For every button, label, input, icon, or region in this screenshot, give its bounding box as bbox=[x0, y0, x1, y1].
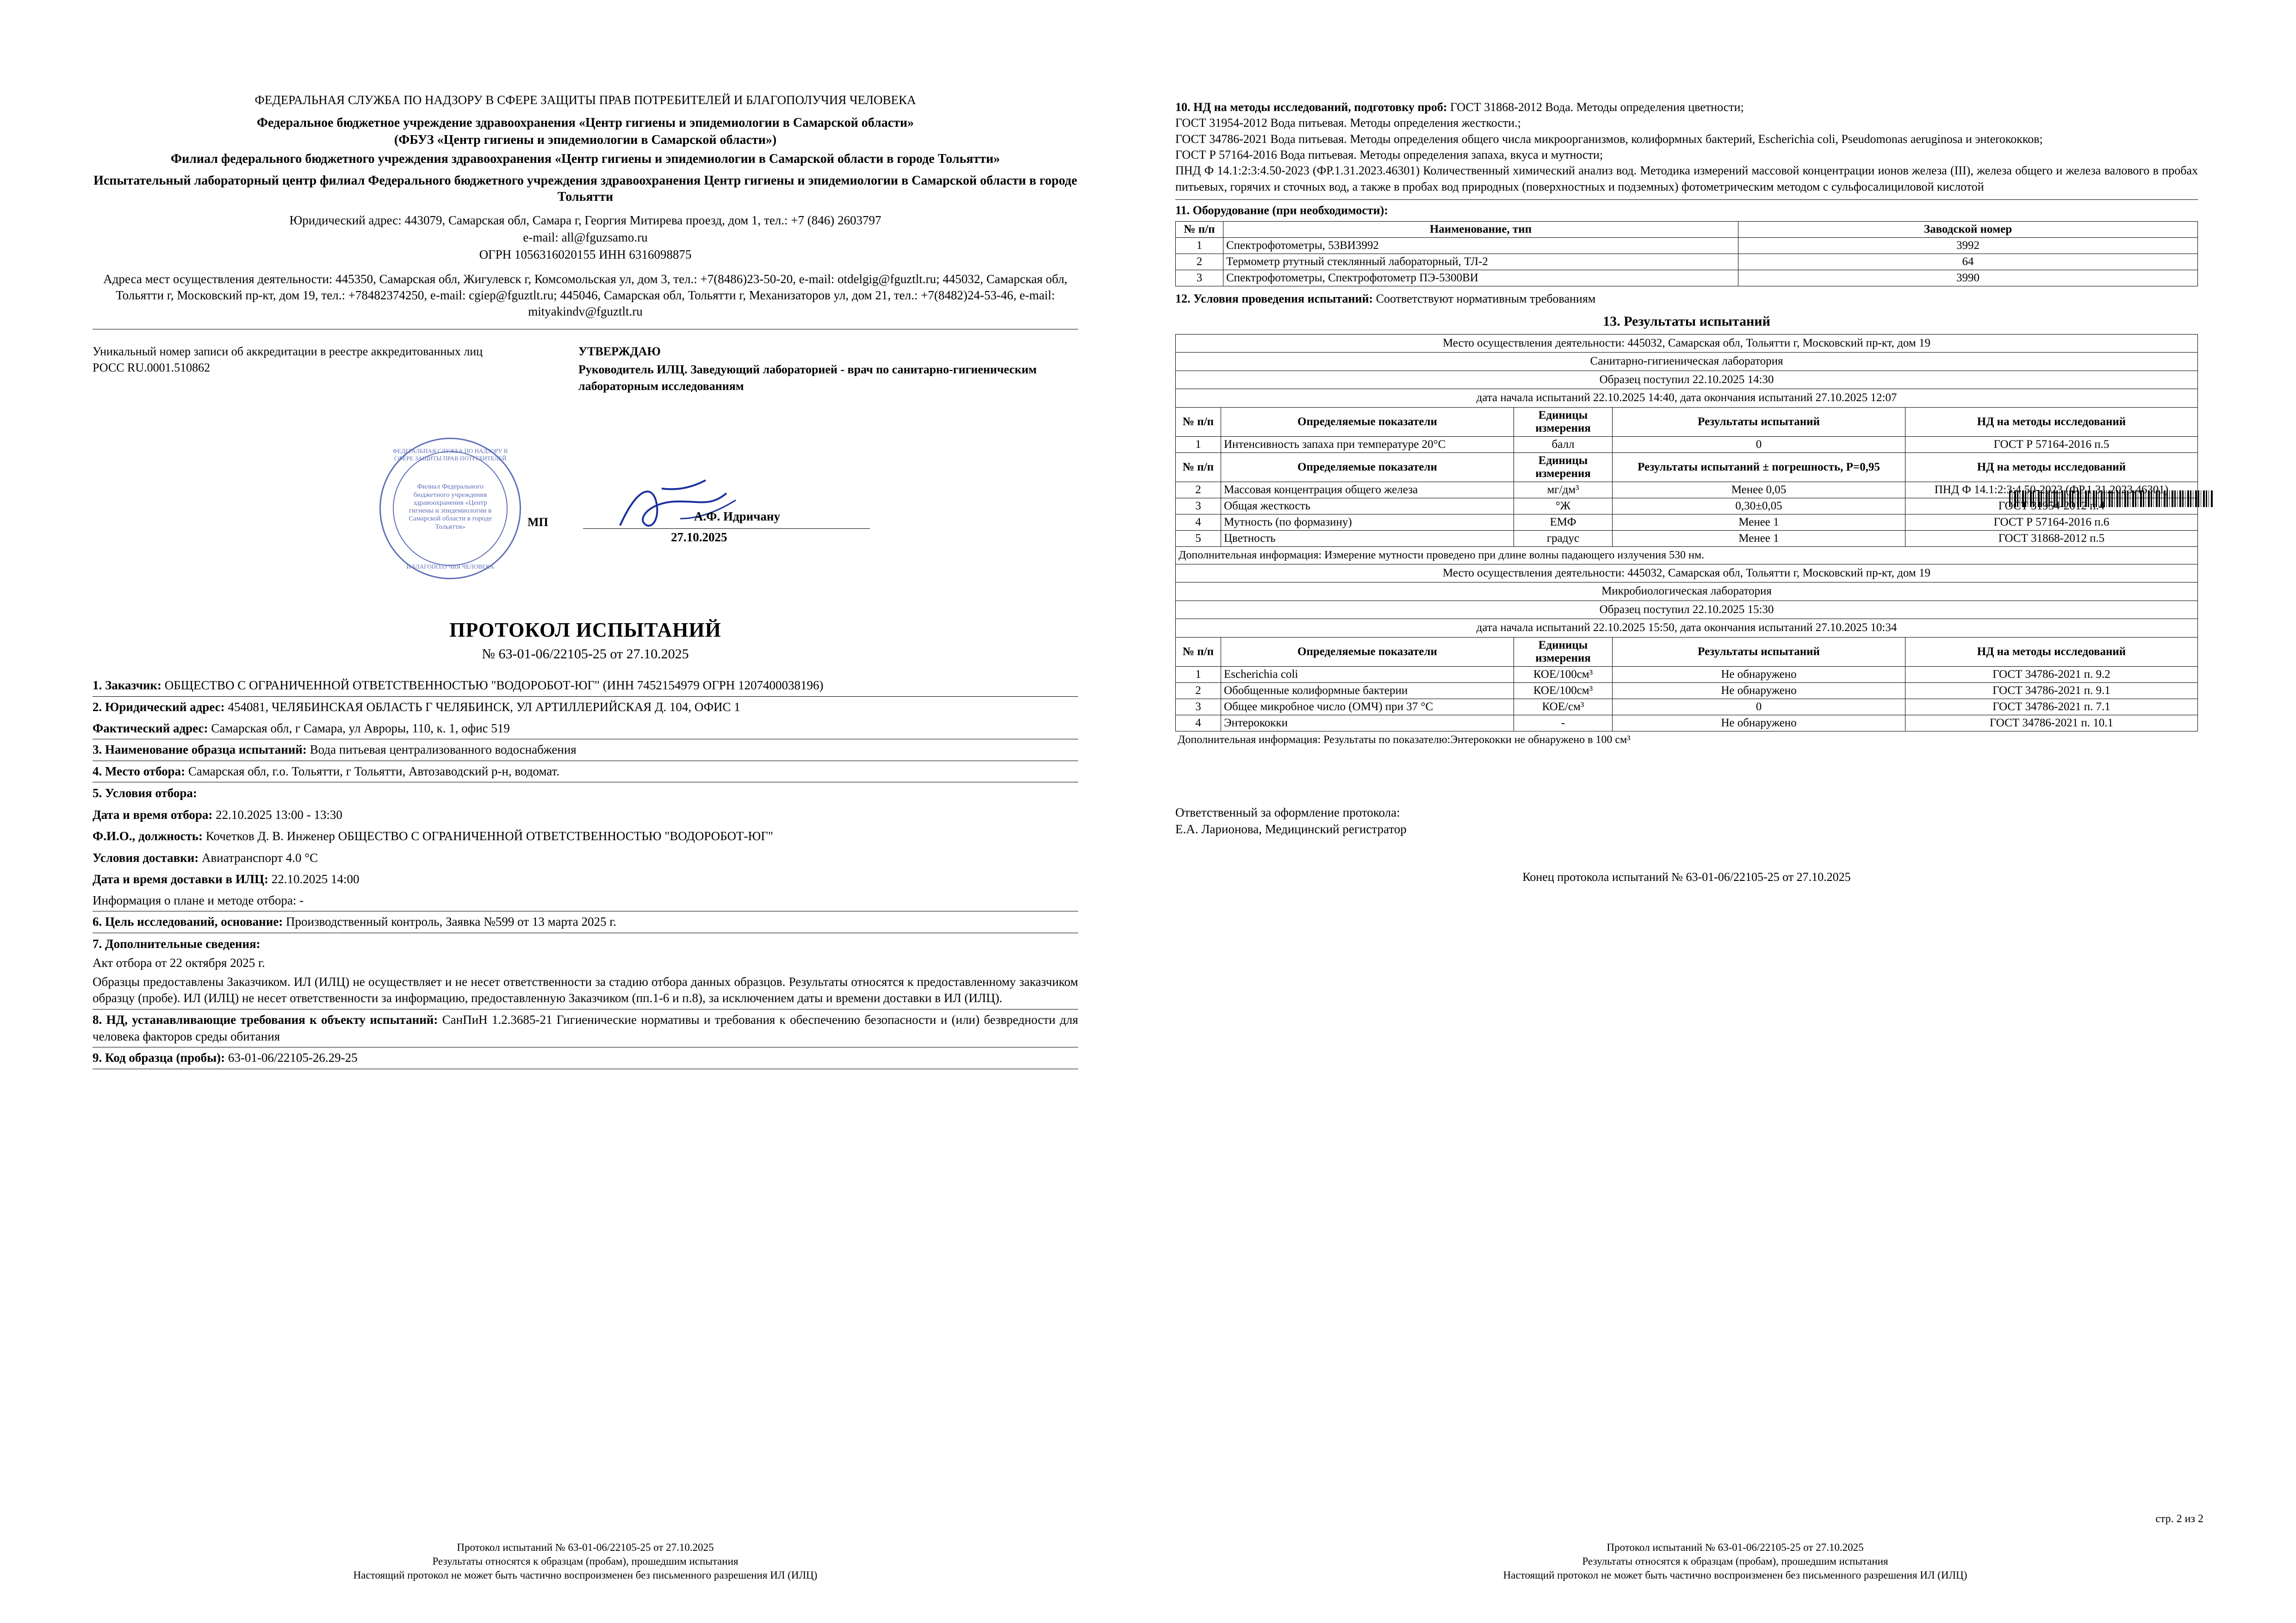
row-index: 1 bbox=[1176, 436, 1221, 452]
equipment-serial: 3992 bbox=[1738, 238, 2198, 254]
org-branch: Филиал федерального бюджетного учреждения здравоохранения «Центр гигиены и эпидемиологии в Самарской области в городе Тольятти» bbox=[170, 151, 1000, 166]
col-results: Результаты испытаний bbox=[1613, 637, 1905, 666]
section-purpose bbox=[93, 911, 1078, 933]
col-units: Единицы измерения bbox=[1514, 637, 1613, 666]
sampling-person bbox=[93, 825, 1078, 847]
nd-methods-item-4: ПНД Ф 14.1:2:3:4.50-2023 (ФР.1.31.2023.46301) Количественный химический анализ вод. Методика измерений массовой концентрации ионов железа (III), железа общего и железа валового в пробах питьевых, горячих и сточных вод, а также в пробах вод природных (поверхностных и подземных) фотометрическим методом с сульфосалициловой кислотой bbox=[1175, 164, 2198, 193]
accreditation-number: РОСС RU.0001.510862 bbox=[93, 361, 211, 375]
responsible-value: Е.А. Ларионова, Медицинский регистратор bbox=[1175, 822, 1407, 836]
equipment-serial: 3990 bbox=[1738, 270, 2198, 286]
responsible-block bbox=[1175, 804, 2198, 838]
table-row bbox=[1176, 514, 2198, 530]
section-actual-address bbox=[93, 718, 1078, 740]
results-place-2: Место осуществления деятельности: 445032, Самарская обл, Тольятти г, Московский пр-кт, дом 19 bbox=[1176, 564, 2198, 582]
section-legal-address-value: 454081, ЧЕЛЯБИНСКАЯ ОБЛАСТЬ Г ЧЕЛЯБИНСК, УЛ АРТИЛЛЕРИЙСКАЯ Д. 104, ОФИС 1 bbox=[228, 700, 740, 714]
table-row bbox=[1176, 436, 2198, 452]
row-indicator: Интенсивность запаха при температуре 20°С bbox=[1221, 436, 1514, 452]
row-indicator: Escherichia coli bbox=[1221, 666, 1514, 682]
col-units: Единицы измерения bbox=[1514, 452, 1613, 482]
section-additional-label: 7. Дополнительные сведения: bbox=[93, 936, 261, 951]
results-header-row-b bbox=[1176, 452, 2198, 482]
sampling-datetime-value: 22.10.2025 13:00 - 13:30 bbox=[216, 807, 342, 822]
row-index: 3 bbox=[1176, 498, 1221, 514]
equipment-index: 1 bbox=[1176, 238, 1223, 254]
results-title: 13. Результаты испытаний bbox=[1603, 313, 1770, 329]
mp-mark: МП bbox=[527, 515, 548, 529]
nd-methods-item-3: ГОСТ Р 57164-2016 Вода питьевая. Методы определения запаха, вкуса и мутности; bbox=[1175, 148, 1603, 161]
delivery-datetime-value: 22.10.2025 14:00 bbox=[271, 872, 360, 886]
delivery-datetime-label: Дата и время доставки в ИЛЦ: bbox=[93, 872, 268, 886]
section-purpose-label: 6. Цель исследований, основание: bbox=[93, 915, 283, 929]
footer-right-line3: Настоящий протокол не может быть частично воспроизменен без письменного разрешения ИЛ (ИЛЦ) bbox=[1503, 1569, 1967, 1581]
results-place-row-2 bbox=[1176, 564, 2198, 582]
row-nd: ГОСТ 34786-2021 п. 9.2 bbox=[1905, 666, 2198, 682]
delivery-conditions-value: Авиатранспорт 4.0 °С bbox=[202, 850, 318, 865]
col-index: № п/п bbox=[1176, 452, 1221, 482]
section-sample-name-value: Вода питьевая централизованного водоснабжения bbox=[310, 743, 577, 757]
section-sample-code-label: 9. Код образца (пробы): bbox=[93, 1051, 225, 1065]
results-lab: Санитарно-гигиеническая лаборатория bbox=[1176, 353, 2198, 371]
org-authority: ФЕДЕРАЛЬНАЯ СЛУЖБА ПО НАДЗОРУ В СФЕРЕ ЗАЩИТЫ ПРАВ ПОТРЕБИТЕЛЕЙ И БЛАГОПОЛУЧИЯ ЧЕЛОВЕКА bbox=[254, 93, 916, 107]
footer-left bbox=[93, 1541, 1078, 1582]
col-results-error: Результаты испытаний ± погрешность, Р=0,95 bbox=[1613, 452, 1905, 482]
footer-left-line2: Результаты относятся к образцам (пробам), прошедшим испытания bbox=[432, 1555, 738, 1567]
org-ogrn-inn: ОГРН 1056316020155 ИНН 6316098875 bbox=[479, 247, 692, 261]
delivery-conditions-label: Условия доставки: bbox=[93, 850, 199, 865]
stamp-arc-top: ФЕДЕРАЛЬНАЯ СЛУЖБА ПО НАДЗОРУ В СФЕРЕ ЗАЩИТЫ ПРАВ ПОТРЕБИТЕЛЕЙ bbox=[392, 447, 508, 462]
section-purpose-value: Производственный контроль, Заявка №599 от 13 марта 2025 г. bbox=[286, 915, 616, 929]
org-email: e-mail: all@fguzsamo.ru bbox=[523, 230, 648, 244]
col-indicator: Определяемые показатели bbox=[1221, 452, 1514, 482]
left-column bbox=[93, 93, 1078, 1069]
section-legal-address-label: 2. Юридический адрес: bbox=[93, 700, 225, 714]
table-row bbox=[1176, 666, 2198, 682]
row-index: 4 bbox=[1176, 514, 1221, 530]
nd-methods-item-2: ГОСТ 34786-2021 Вода питьевая. Методы определения общего числа микроорганизмов, колиформных бактерий, Escherichia coli, Pseudomonas aeruginosa и энterококков; bbox=[1175, 132, 2043, 146]
row-result: Менее 1 bbox=[1613, 514, 1905, 530]
row-index: 5 bbox=[1176, 530, 1221, 546]
results-header-row-2 bbox=[1176, 637, 2198, 666]
col-nd: НД на методы исследований bbox=[1905, 407, 2198, 436]
test-conditions-value: Соответствуют нормативным требованиям bbox=[1376, 292, 1596, 306]
row-nd: ГОСТ 31868-2012 п.5 bbox=[1905, 530, 2198, 546]
equipment-col-serial: Заводской номер bbox=[1738, 222, 2198, 238]
table-row bbox=[1176, 530, 2198, 546]
results-received-row-2 bbox=[1176, 601, 2198, 619]
approval-date: 27.10.2025 bbox=[671, 530, 727, 545]
end-of-protocol: Конец протокола испытаний № 63-01-06/22105-25 от 27.10.2025 bbox=[1522, 870, 1851, 884]
row-result: Не обнаружено bbox=[1613, 666, 1905, 682]
row-indicator: Обобщенные колиформные бактерии bbox=[1221, 682, 1514, 699]
row-result: 0,30±0,05 bbox=[1613, 498, 1905, 514]
results-dates: дата начала испытаний 22.10.2025 14:40, дата окончания испытаний 27.10.2025 12:07 bbox=[1176, 389, 2198, 408]
legal-address: Юридический адрес: 443079, Самарская обл, Самара г, Георгия Митирева проезд, дом 1, тел.: +7 (846) 2603797 bbox=[289, 213, 881, 227]
equipment-serial: 64 bbox=[1738, 254, 2198, 270]
table-row bbox=[1176, 715, 2198, 731]
col-nd: НД на методы исследований bbox=[1905, 452, 2198, 482]
section-actual-address-label: Фактический адрес: bbox=[93, 721, 208, 735]
section-sampling-conditions-label: 5. Условия отбора: bbox=[93, 786, 197, 800]
accreditation-approval-row bbox=[93, 343, 1078, 413]
row-units: - bbox=[1514, 715, 1613, 731]
col-results: Результаты испытаний bbox=[1613, 407, 1905, 436]
page-number: стр. 2 из 2 bbox=[2155, 1513, 2203, 1525]
nd-methods-item-1: ГОСТ 31954-2012 Вода питьевая. Методы определения жесткости.; bbox=[1175, 116, 1521, 130]
approval-role: Руководитель ИЛЦ. Заведующий лабораторией - врач по санитарно-гигиеническим лабораторным исследованиям bbox=[578, 363, 1037, 393]
equipment-index: 3 bbox=[1176, 270, 1223, 286]
section-normative-docs-label: 8. НД, устанавливающие требования к объекту испытаний: bbox=[93, 1013, 438, 1027]
section-sampling-place-value: Самарская обл, г.о. Тольятти, г Тольятти, Автозаводский р-н, водомат. bbox=[188, 764, 560, 778]
row-index: 2 bbox=[1176, 682, 1221, 699]
nd-methods-item-0: ГОСТ 31868-2012 Вода. Методы определения цветности; bbox=[1450, 100, 1744, 114]
delivery-conditions bbox=[93, 847, 1078, 868]
row-nd: ГОСТ 34786-2021 п. 9.1 bbox=[1905, 682, 2198, 699]
row-index: 2 bbox=[1176, 482, 1221, 498]
row-indicator: Общая жесткость bbox=[1221, 498, 1514, 514]
row-units: КОЕ/см³ bbox=[1514, 699, 1613, 715]
row-result: 0 bbox=[1613, 699, 1905, 715]
equipment-index: 2 bbox=[1176, 254, 1223, 270]
table-row bbox=[1176, 699, 2198, 715]
footer-left-line1: Протокол испытаний № 63-01-06/22105-25 от 27.10.2025 bbox=[457, 1542, 714, 1553]
test-conditions-label: 12. Условия проведения испытаний: bbox=[1175, 292, 1373, 306]
row-result: Менее 1 bbox=[1613, 530, 1905, 546]
footer-right-line2: Результаты относятся к образцам (пробам), прошедшим испытания bbox=[1582, 1555, 1888, 1567]
row-index: 3 bbox=[1176, 699, 1221, 715]
row-units: градус bbox=[1514, 530, 1613, 546]
accreditation-text: Уникальный номер записи об аккредитации в реестре аккредитованных лиц bbox=[93, 345, 483, 359]
accreditation-block bbox=[93, 343, 509, 376]
equipment-name: Термометр ртутный стеклянный лабораторный, ТЛ-2 bbox=[1223, 254, 1738, 270]
results-place: Место осуществления деятельности: 445032, Самарская обл, Тольятти г, Московский пр-кт, дом 19 bbox=[1176, 334, 2198, 353]
activity-addresses: Адреса мест осуществления деятельности: 445350, Самарская обл, Жигулевск г, Комсомольская ул, дом 3, тел.: +7(8486)23-50-20, e-mail: otdelgig@fguztlt.ru; 445032, Самарская обл, Тольятти г, Московский пр-кт, дом 19, тел.: +78482374250, e-mail: cgiep@fguztlt.ru; 445046, Самарская обл, Тольятти г, Механизаторов ул, дом 21, тел.: +7(8482)24-53-46, e-mail: mityakindv@fguztlt.ru bbox=[103, 272, 1067, 319]
section-sampling-place bbox=[93, 761, 1078, 783]
row-units: °Ж bbox=[1514, 498, 1613, 514]
table-row bbox=[1176, 482, 2198, 498]
section-additional-line1: Акт отбора от 22 октября 2025 г. bbox=[93, 956, 265, 970]
col-index: № п/п bbox=[1176, 637, 1221, 666]
sampling-person-value: Кочетков Д. В. Инженер ОБЩЕСТВО С ОГРАНИЧЕННОЙ ОТВЕТСТВЕННОСТЬЮ "ВОДОРОБОТ-ЮГ" bbox=[205, 829, 773, 843]
row-indicator: Энтерококки bbox=[1221, 715, 1514, 731]
row-nd: ГОСТ 34786-2021 п. 10.1 bbox=[1905, 715, 2198, 731]
sampling-person-label: Ф.И.О., должность: bbox=[93, 829, 203, 843]
row-nd: ГОСТ 34786-2021 п. 7.1 bbox=[1905, 699, 2198, 715]
section-legal-address bbox=[93, 697, 1078, 718]
sections-list bbox=[93, 675, 1078, 1069]
sampling-datetime-label: Дата и время отбора: bbox=[93, 807, 213, 822]
equipment-col-name: Наименование, тип bbox=[1223, 222, 1738, 238]
org-lab-center: Испытательный лабораторный центр филиал Федерального бюджетного учреждения здравоохранения Центр гигиены и эпидемиологии в Самарской области в городе Тольятти bbox=[93, 173, 1077, 204]
row-index: 1 bbox=[1176, 666, 1221, 682]
footer-left-line3: Настоящий протокол не может быть частично воспроизменен без письменного разрешения ИЛ (ИЛЦ) bbox=[353, 1569, 818, 1581]
stamp-center-text: Филиал Федерального бюджетного учреждения здравоохранения «Центр гигиены и эпидемиологии в Самарской области в городе Тольятти» bbox=[409, 483, 492, 531]
row-indicator: Массовая концентрация общего железа bbox=[1221, 482, 1514, 498]
row-units: ЕМФ bbox=[1514, 514, 1613, 530]
section-actual-address-value: Самарская обл, г Самара, ул Авроры, 110, к. 1, офис 519 bbox=[211, 721, 510, 735]
footer-right bbox=[1249, 1541, 2221, 1582]
right-column bbox=[1175, 99, 2198, 884]
approval-block bbox=[578, 343, 1069, 394]
section-customer-label: 1. Заказчик: bbox=[93, 678, 162, 693]
approval-word: УТВЕРЖДАЮ bbox=[578, 345, 661, 359]
results-addinfo-row bbox=[1176, 546, 2198, 564]
equipment-table bbox=[1175, 221, 2198, 286]
section-sample-code-value: 63-01-06/22105-26.29-25 bbox=[228, 1051, 358, 1065]
row-result: Менее 0,05 bbox=[1613, 482, 1905, 498]
row-nd: ГОСТ Р 57164-2016 п.5 bbox=[1905, 436, 2198, 452]
table-row bbox=[1176, 270, 2198, 286]
nd-methods-label: 10. НД на методы исследований, подготовку проб: bbox=[1175, 100, 1447, 114]
section-sample-name bbox=[93, 739, 1078, 761]
test-conditions bbox=[1175, 291, 2198, 307]
org-name-short: (ФБУЗ «Центр гигиены и эпидемиологии в Самарской области») bbox=[394, 132, 777, 147]
row-nd: ГОСТ Р 57164-2016 п.6 bbox=[1905, 514, 2198, 530]
section-sampling-place-label: 4. Место отбора: bbox=[93, 764, 186, 778]
section-normative-docs-value: СанПиН 1.2.3685-21 Гигиенические нормативы и требования к обеспечению безопасности и (или) безвредности для человека факторов среды обитания bbox=[93, 1013, 1079, 1043]
sampling-plan-info: Информация о плане и методе отбора: - bbox=[93, 890, 1078, 912]
results-lab-row bbox=[1176, 353, 2198, 371]
signature-line bbox=[583, 528, 870, 529]
results-dates-2: дата начала испытаний 22.10.2025 15:50, дата окончания испытаний 27.10.2025 10:34 bbox=[1176, 619, 2198, 638]
equipment-name: Спектрофотометры, 53ВИ3992 bbox=[1223, 238, 1738, 254]
row-indicator: Общее микробное число (ОМЧ) при 37 °С bbox=[1221, 699, 1514, 715]
delivery-datetime bbox=[93, 868, 1078, 890]
results-place-row bbox=[1176, 334, 2198, 353]
row-indicator: Мутность (по формазину) bbox=[1221, 514, 1514, 530]
results-dates-row-2 bbox=[1176, 619, 2198, 638]
table-row bbox=[1176, 238, 2198, 254]
section-sample-name-label: 3. Наименование образца испытаний: bbox=[93, 743, 307, 757]
row-units: КОЕ/100см³ bbox=[1514, 682, 1613, 699]
sampling-datetime bbox=[93, 804, 1078, 825]
table-row bbox=[1176, 498, 2198, 514]
results-received-row bbox=[1176, 371, 2198, 389]
section-sample-code bbox=[93, 1047, 1078, 1069]
equipment-col-index: № п/п bbox=[1176, 222, 1223, 238]
row-result: Не обнаружено bbox=[1613, 682, 1905, 699]
official-stamp-icon bbox=[379, 438, 521, 579]
nd-methods-block bbox=[1175, 99, 2198, 195]
section-customer-value: ОБЩЕСТВО С ОГРАНИЧЕННОЙ ОТВЕТСТВЕННОСТЬЮ "ВОДОРОБОТ-ЮГ" (ИНН 7452154979 ОГРН 1207400038196) bbox=[164, 678, 824, 693]
stamp-arc-bottom: И БЛАГОПОЛУЧИЯ ЧЕЛОВЕКА bbox=[406, 563, 494, 570]
row-nd: ГОСТ 31954-2012 п.4 bbox=[1905, 498, 2198, 514]
results-received-2: Образец поступил 22.10.2025 15:30 bbox=[1176, 601, 2198, 619]
table-row bbox=[1176, 254, 2198, 270]
section-additional-line2: Образцы предоставлены Заказчиком. ИЛ (ИЛЦ) не осуществляет и не несет ответственности за стадию отбора данных образцов. Результаты относятся к предоставленному заказчиком образцу (пробе). ИЛ (ИЛЦ) не несет ответственности за информацию, предоставленную Заказчиком (пп.1-6 и п.8), за исключением даты и времени доставки в ИЛ (ИЛЦ). bbox=[93, 974, 1078, 1010]
approver-name: А.Ф. Идричану bbox=[694, 509, 780, 524]
col-indicator: Определяемые показатели bbox=[1221, 637, 1514, 666]
row-units: КОЕ/100см³ bbox=[1514, 666, 1613, 682]
footer-right-line1: Протокол испытаний № 63-01-06/22105-25 от 27.10.2025 bbox=[1607, 1542, 1864, 1553]
results-table-sanitary bbox=[1175, 334, 2198, 731]
col-index: № п/п bbox=[1176, 407, 1221, 436]
col-indicator: Определяемые показатели bbox=[1221, 407, 1514, 436]
row-units: мг/дм³ bbox=[1514, 482, 1613, 498]
signature-zone bbox=[93, 424, 1078, 576]
results-addinfo-2: Дополнительная информация: Результаты по показателю:Энтерококки не обнаружено в 100 см³ bbox=[1178, 733, 1631, 746]
section-customer bbox=[93, 675, 1078, 697]
table-row bbox=[1176, 682, 2198, 699]
col-nd: НД на методы исследований bbox=[1905, 637, 2198, 666]
row-units: балл bbox=[1514, 436, 1613, 452]
col-units: Единицы измерения bbox=[1514, 407, 1613, 436]
equipment-label: 11. Оборудование (при необходимости): bbox=[1175, 199, 2198, 218]
results-lab-row-2 bbox=[1176, 582, 2198, 601]
results-lab-2: Микробиологическая лаборатория bbox=[1176, 582, 2198, 601]
results-dates-row bbox=[1176, 389, 2198, 408]
row-result: 0 bbox=[1613, 436, 1905, 452]
row-nd: ПНД Ф 14.1:2:3:4.50-2023 (ФР.1.31.2023.46301) bbox=[1905, 482, 2198, 498]
results-addinfo: Дополнительная информация: Измерение мутности проведено при длине волны падающего излучения 530 нм. bbox=[1176, 546, 2198, 564]
protocol-number: № 63-01-06/22105-25 от 27.10.2025 bbox=[482, 646, 689, 662]
results-header-row-a bbox=[1176, 407, 2198, 436]
row-indicator: Цветность bbox=[1221, 530, 1514, 546]
row-index: 4 bbox=[1176, 715, 1221, 731]
responsible-label: Ответственный за оформление протокола: bbox=[1175, 805, 1400, 819]
page-title: ПРОТОКОЛ ИСПЫТАНИЙ bbox=[449, 619, 721, 642]
equipment-table-header-row bbox=[1176, 222, 2198, 238]
results-received: Образец поступил 22.10.2025 14:30 bbox=[1176, 371, 2198, 389]
org-name: Федеральное бюджетное учреждение здравоохранения «Центр гигиены и эпидемиологии в Самарской области» bbox=[256, 115, 914, 130]
row-result: Не обнаружено bbox=[1613, 715, 1905, 731]
section-normative-docs bbox=[93, 1010, 1078, 1047]
equipment-name: Спектрофотометры, Спектрофотометр ПЭ-5300ВИ bbox=[1223, 270, 1738, 286]
